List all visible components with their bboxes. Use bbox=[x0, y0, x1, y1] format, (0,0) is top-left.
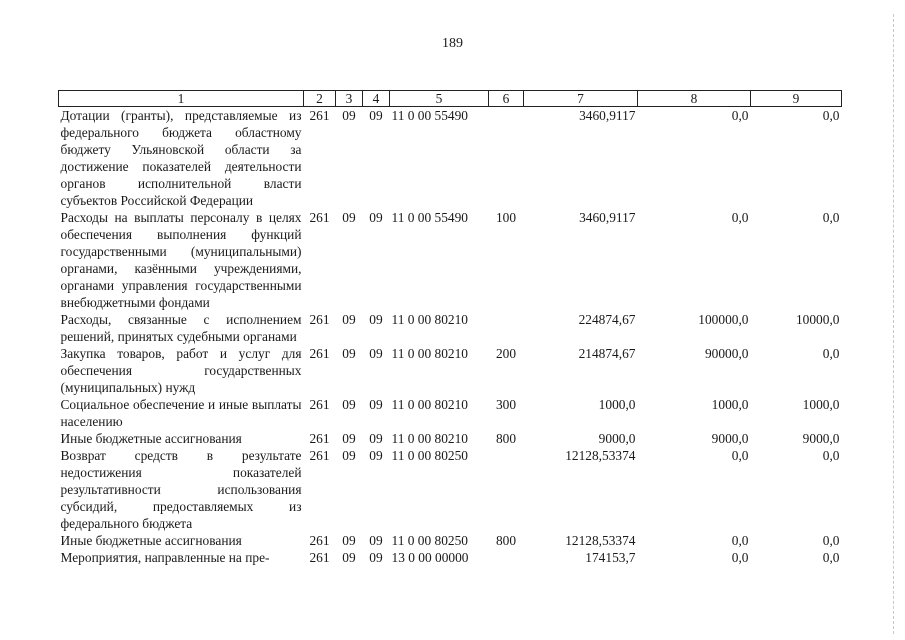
row-amount-col7: 3460,9117 bbox=[579, 210, 636, 225]
row-expense-type: 800 bbox=[495, 533, 517, 548]
row-section-code: 09 bbox=[342, 397, 356, 412]
row-section-code: 09 bbox=[342, 346, 356, 361]
row-section-code: 09 bbox=[342, 210, 356, 225]
row-amount-col7: 12128,53374 bbox=[565, 533, 636, 548]
row-subsection-code: 09 bbox=[369, 210, 383, 225]
row-section-code: 09 bbox=[342, 550, 356, 565]
header-col-6: 6 bbox=[489, 91, 524, 107]
table-row bbox=[59, 396, 842, 430]
row-subsection-code: 09 bbox=[369, 346, 383, 361]
row-expense-type: 800 bbox=[495, 431, 517, 446]
row-amount-col9: 0,0 bbox=[822, 210, 840, 225]
row-ministry-code: 261 bbox=[309, 448, 330, 463]
budget-table bbox=[58, 90, 842, 566]
row-amount-col7: 12128,53374 bbox=[565, 448, 636, 463]
header-col-2: 2 bbox=[304, 91, 336, 107]
row-amount-col7: 3460,9117 bbox=[579, 108, 636, 123]
row-ministry-code: 261 bbox=[309, 550, 330, 565]
row-ministry-code: 261 bbox=[309, 108, 330, 123]
row-ministry-code: 261 bbox=[309, 533, 330, 548]
row-target-article: 13 0 00 00000 bbox=[391, 550, 469, 565]
row-expense-type bbox=[489, 549, 524, 566]
row-subsection-code: 09 bbox=[369, 312, 383, 327]
row-target-article: 11 0 00 80210 bbox=[391, 346, 468, 361]
row-expense-type bbox=[489, 447, 524, 532]
row-section-code: 09 bbox=[342, 108, 356, 123]
header-col-5: 5 bbox=[390, 91, 489, 107]
table-row bbox=[59, 532, 842, 549]
table-row bbox=[59, 107, 842, 210]
row-amount-col8: 0,0 bbox=[731, 448, 749, 463]
row-amount-col8: 90000,0 bbox=[704, 346, 749, 361]
page-edge-divider bbox=[893, 14, 894, 634]
row-description: Иные бюджетные ассигнования bbox=[60, 533, 242, 548]
table-row bbox=[59, 549, 842, 566]
row-amount-col8: 0,0 bbox=[731, 210, 749, 225]
table-row bbox=[59, 430, 842, 447]
row-target-article: 11 0 00 80210 bbox=[391, 397, 468, 412]
row-section-code: 09 bbox=[342, 312, 356, 327]
row-amount-col9: 9000,0 bbox=[802, 431, 840, 446]
row-subsection-code: 09 bbox=[369, 550, 383, 565]
table-row bbox=[59, 345, 842, 396]
header-col-7: 7 bbox=[524, 91, 638, 107]
row-description: Иные бюджетные ассигнования bbox=[60, 431, 242, 446]
header-col-3: 3 bbox=[336, 91, 363, 107]
row-ministry-code: 261 bbox=[309, 346, 330, 361]
header-row bbox=[59, 91, 842, 107]
row-target-article: 11 0 00 80250 bbox=[391, 448, 468, 463]
row-target-article: 11 0 00 55490 bbox=[391, 108, 468, 123]
row-amount-col9: 0,0 bbox=[822, 533, 840, 548]
row-section-code: 09 bbox=[342, 431, 356, 446]
row-subsection-code: 09 bbox=[369, 397, 383, 412]
row-description: Закупка товаров, работ и услуг для обеспечения государственных (муниципальных) нужд bbox=[60, 346, 302, 395]
row-target-article: 11 0 00 80250 bbox=[391, 533, 468, 548]
table-row bbox=[59, 447, 842, 532]
row-subsection-code: 09 bbox=[369, 108, 383, 123]
table-row bbox=[59, 311, 842, 345]
row-expense-type: 100 bbox=[495, 210, 517, 225]
row-amount-col8: 100000,0 bbox=[698, 312, 749, 327]
row-target-article: 11 0 00 80210 bbox=[391, 431, 468, 446]
row-section-code: 09 bbox=[342, 448, 356, 463]
row-description: Расходы на выплаты персоналу в целях обеспечения выполнения функций государственными (муниципальными) органами, казёнными учреждениями, органами управления государственными внебюджетными фондами bbox=[60, 210, 302, 310]
row-ministry-code: 261 bbox=[309, 397, 330, 412]
row-amount-col7: 9000,0 bbox=[598, 431, 636, 446]
row-description: Расходы, связанные с исполнением решений, принятых судебными органами bbox=[60, 312, 302, 344]
row-amount-col7: 174153,7 bbox=[585, 550, 636, 565]
row-amount-col8: 0,0 bbox=[731, 108, 749, 123]
row-amount-col7: 214874,67 bbox=[578, 346, 636, 361]
row-description: Мероприятия, направленные на пре- bbox=[60, 550, 270, 565]
row-amount-col9: 0,0 bbox=[822, 448, 840, 463]
row-description: Дотации (гранты), представляемые из федерального бюджета областному бюджету Ульяновской области за достижение показателей деятельности органов исполнительной власти субъектов Российской Федерации bbox=[60, 108, 302, 208]
row-amount-col8: 0,0 bbox=[731, 533, 749, 548]
table-row bbox=[59, 209, 842, 311]
row-expense-type: 200 bbox=[495, 346, 517, 361]
row-amount-col9: 0,0 bbox=[822, 550, 840, 565]
row-expense-type bbox=[489, 107, 524, 210]
row-amount-col8: 9000,0 bbox=[711, 431, 749, 446]
row-description: Социальное обеспечение и иные выплаты населению bbox=[60, 397, 302, 429]
row-target-article: 11 0 00 55490 bbox=[391, 210, 468, 225]
row-description: Возврат средств в результате недостижения показателей результативности использования субсидий, предоставляемых из федерального бюджета bbox=[60, 448, 302, 531]
header-col-1: 1 bbox=[59, 91, 304, 107]
row-expense-type bbox=[489, 311, 524, 345]
row-ministry-code: 261 bbox=[309, 210, 330, 225]
row-amount-col9: 1000,0 bbox=[802, 397, 840, 412]
row-amount-col9: 0,0 bbox=[822, 346, 840, 361]
row-section-code: 09 bbox=[342, 533, 356, 548]
row-amount-col8: 1000,0 bbox=[711, 397, 749, 412]
row-subsection-code: 09 bbox=[369, 431, 383, 446]
row-amount-col9: 0,0 bbox=[822, 108, 840, 123]
table-header bbox=[59, 91, 842, 107]
header-col-9: 9 bbox=[751, 91, 842, 107]
page-number: 189 bbox=[442, 36, 463, 51]
row-target-article: 11 0 00 80210 bbox=[391, 312, 468, 327]
row-ministry-code: 261 bbox=[309, 431, 330, 446]
row-subsection-code: 09 bbox=[369, 448, 383, 463]
row-expense-type: 300 bbox=[495, 397, 517, 412]
row-amount-col9: 10000,0 bbox=[795, 312, 840, 327]
table-body bbox=[59, 107, 842, 567]
row-amount-col7: 1000,0 bbox=[598, 397, 636, 412]
row-amount-col8: 0,0 bbox=[731, 550, 749, 565]
row-amount-col7: 224874,67 bbox=[578, 312, 636, 327]
header-col-8: 8 bbox=[638, 91, 751, 107]
row-subsection-code: 09 bbox=[369, 533, 383, 548]
row-ministry-code: 261 bbox=[309, 312, 330, 327]
header-col-4: 4 bbox=[363, 91, 390, 107]
